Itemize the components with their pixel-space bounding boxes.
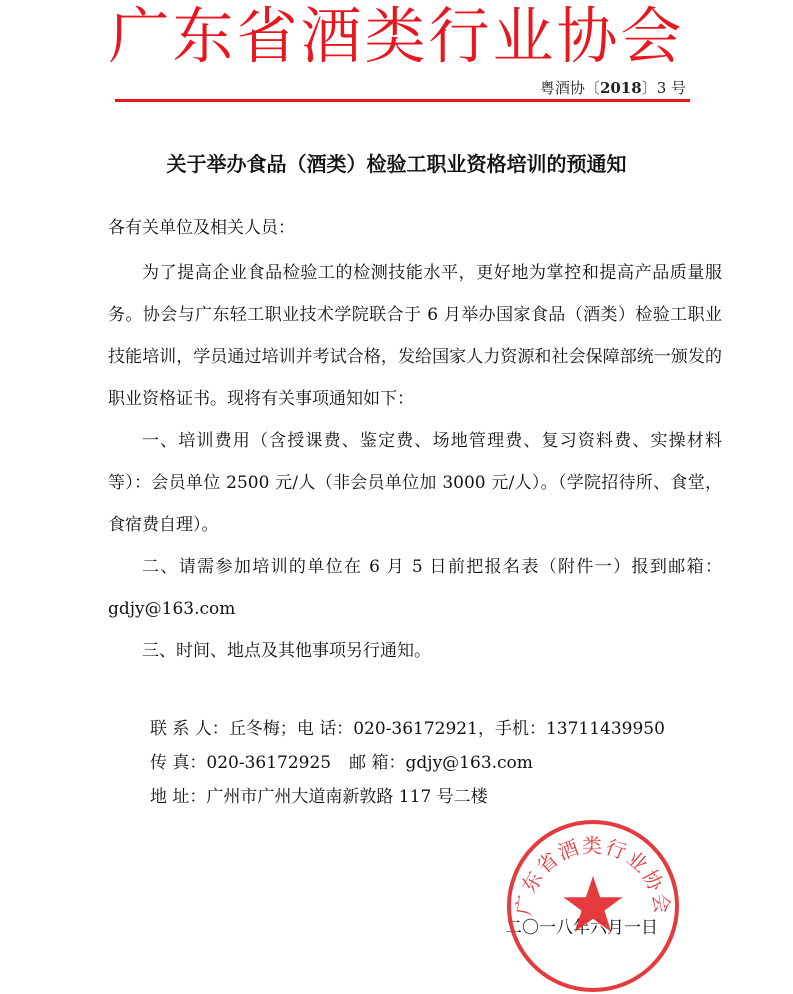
body-text [108, 252, 722, 672]
address-label: 地 址： [150, 787, 207, 807]
salutation: 各有关单位及相关人员： [108, 218, 295, 238]
mobile-number: 13711439950 [545, 719, 665, 739]
contact-row-person [150, 712, 665, 746]
document-title: 关于举办食品（酒类）检验工职业资格培训的预通知 [166, 152, 627, 176]
paragraph-registration: 二、请需参加培训的单位在 6 月 5 日前把报名表（附件一）报到邮箱：gdjy@163.com [108, 557, 722, 619]
official-seal [505, 818, 681, 994]
paragraph-fees: 一、培训费用（含授课费、鉴定费、场地管理费、复习资料费、实操材料等）：会员单位 2500 元/人（非会员单位加 3000 元/人）。（学院招待所、食堂，食宿费自理）。 [108, 431, 722, 535]
doc-number-year: 2018 [599, 79, 642, 97]
fax-number: 020-36172925 [206, 753, 332, 773]
email-address: gdjy@163.com [405, 753, 533, 773]
paragraph-intro: 为了提高企业食品检验工的检测技能水平，更好地为掌控和提高产品质量服务。协会与广东轻工职业技术学院联合于 6 月举办国家食品（酒类）检验工职业技能培训，学员通过培训并考试合格，发给国家人力资源和社会保障部统一颁发的职业资格证书。现将有关事项通知如下： [108, 263, 722, 409]
issue-date: 二〇一八年六月一日 [505, 918, 658, 938]
doc-number-prefix: 粤酒协〔 [539, 79, 600, 97]
contact-block [150, 712, 665, 814]
fax-label: 传 真： [150, 753, 207, 773]
seal-text: 广东省酒类行业协会 [511, 833, 675, 917]
email-label: 邮 箱： [349, 753, 406, 773]
header-red-rule [115, 99, 690, 102]
org-name-header: 广东省酒类行业协会 [108, 1, 685, 72]
address-text: 广州市广州大道南新敦路 117 号二楼 [206, 787, 488, 807]
doc-number-suffix: 〕3 号 [641, 79, 686, 97]
contact-row-address [150, 780, 665, 814]
phone-label: 电 话： [296, 719, 354, 739]
document-number [540, 78, 686, 98]
contact-row-fax [150, 746, 665, 780]
paragraph-other-matters: 三、时间、地点及其他事项另行通知。 [142, 641, 431, 661]
star-icon [564, 876, 623, 932]
contact-label: 联 系 人： [150, 719, 229, 739]
mobile-label: 手机： [494, 719, 546, 739]
phone-number: 020-36172921， [353, 719, 495, 739]
contact-name: 丘冬梅； [228, 719, 297, 739]
